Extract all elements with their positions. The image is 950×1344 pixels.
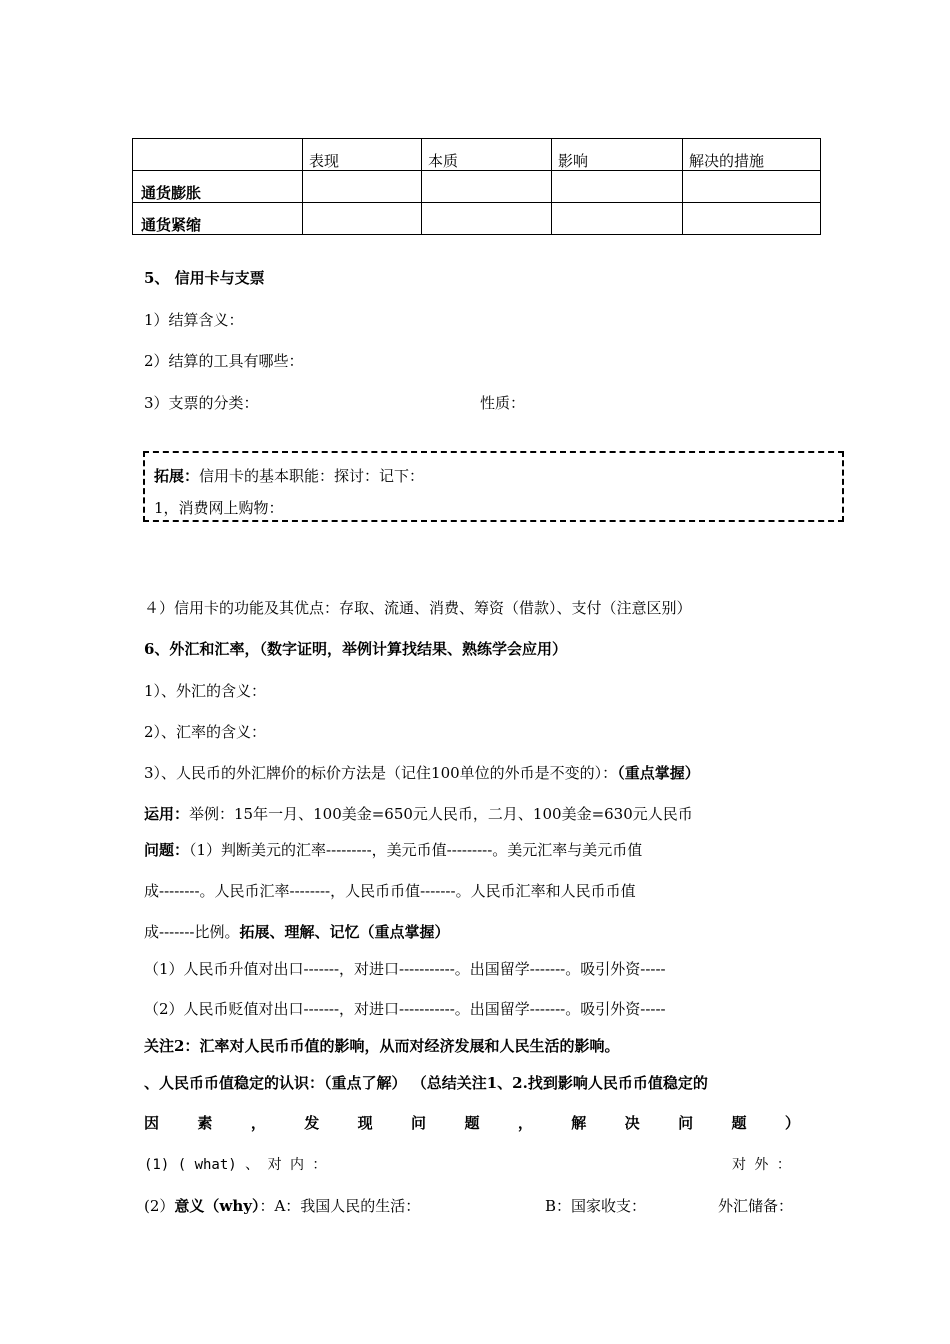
section5-q1: 1）结算含义：	[144, 311, 244, 329]
inflation-deflation-table	[132, 138, 821, 235]
table-header-cell	[133, 139, 303, 171]
spread-char: 决	[624, 1114, 640, 1132]
extension-line2: 1，消费网上购物：	[154, 499, 284, 517]
question-label: 问题：	[144, 841, 190, 859]
extension-line1	[154, 466, 424, 486]
depreciation-line: （2）人民币贬值对出口-------，对进口-----------。出国留学-------。吸引外资-----	[144, 1000, 666, 1018]
table-cell	[422, 171, 552, 203]
spread-char: 题	[464, 1114, 480, 1132]
section6-q2: 2）、汇率的含义：	[144, 723, 267, 741]
item4-credit-card-functions: ４）信用卡的功能及其优点：存取、流通、消费、筹资（借款）、支付（注意区别）	[144, 599, 692, 617]
spread-char: 素	[197, 1114, 213, 1132]
question-text-3: 成-------比例。	[144, 923, 240, 941]
table-header-row	[133, 139, 821, 171]
table-row	[133, 203, 821, 235]
question-emphasis-3: 拓展、理解、记忆（重点掌握）	[239, 923, 450, 941]
table-header-cell: 表现	[303, 139, 422, 171]
stability-p1: (1) ( what) 、 对 内 ：	[144, 1157, 327, 1173]
section6-q3	[144, 763, 700, 783]
row-label-inflation: 通货膨胀	[133, 171, 303, 203]
stability-p1-end: 对 外 ：	[732, 1157, 791, 1173]
table-row	[133, 171, 821, 203]
spread-char: 发	[304, 1114, 320, 1132]
section6-q1: 1）、外汇的含义：	[144, 682, 267, 700]
usage-text: 举例：15年一月、100美金=650元人民币，二月、100美金=630元人民币	[189, 805, 693, 823]
table-cell	[683, 171, 821, 203]
spread-char: 题	[731, 1114, 747, 1132]
spread-char: 现	[357, 1114, 373, 1132]
spread-char: 问	[678, 1114, 694, 1132]
spread-char: ）	[784, 1114, 800, 1132]
section5-q3-nature: 性质：	[480, 394, 526, 412]
stability-p2-c: 外汇储备：	[718, 1197, 794, 1215]
section6-title: 6、外汇和汇率，（数字证明，举例计算找结果、熟练学会应用）	[144, 640, 567, 658]
stability-title-continued	[144, 1113, 800, 1133]
stability-p2	[144, 1196, 420, 1216]
extension-label: 拓展：	[154, 467, 200, 485]
section5-title: 5、 信用卡与支票	[144, 269, 265, 287]
table-header-cell: 本质	[422, 139, 552, 171]
stability-p2-bold: 意义（why）	[174, 1197, 260, 1215]
spread-char: ，	[250, 1114, 266, 1132]
usage-line	[144, 804, 693, 824]
extension-line1-text: 信用卡的基本职能：探讨：记下：	[199, 467, 425, 485]
table-cell	[683, 203, 821, 235]
table-header-cell: 影响	[552, 139, 683, 171]
spread-char: 问	[411, 1114, 427, 1132]
table-cell	[303, 171, 422, 203]
section6-q3-emphasis: （重点掌握）	[617, 764, 700, 782]
row-label-deflation: 通货紧缩	[133, 203, 303, 235]
question-text-1: （1）判断美元的汇率---------，美元币值---------。美元汇率与美元币值	[189, 841, 643, 859]
section6-q3-text: 3）、人民币的外汇牌价的标价方法是（记住100单位的外币是不变的）：	[144, 764, 618, 782]
question-line-2: 成--------。人民币汇率--------，人民币币值-------。人民币汇率和人民币币值	[144, 882, 636, 900]
section5-q3: 3）支票的分类：	[144, 394, 259, 412]
stability-p2-b: B：国家收支：	[545, 1197, 647, 1215]
stability-p2-num: (2）	[144, 1197, 175, 1215]
usage-label: 运用：	[144, 805, 190, 823]
spread-char: 解	[571, 1114, 587, 1132]
note2: 关注2：汇率对人民币币值的影响，从而对经济发展和人民生活的影响。	[144, 1037, 620, 1055]
stability-title: 、人民币币值稳定的认识：（重点了解） （总结关注1、2.找到影响人民币币值稳定的	[144, 1074, 708, 1092]
appreciation-line: （1）人民币升值对出口-------，对进口-----------。出国留学-------。吸引外资-----	[144, 960, 666, 978]
table-cell	[552, 203, 683, 235]
question-line-1	[144, 840, 642, 860]
section5-q2: 2）结算的工具有哪些：	[144, 352, 304, 370]
spread-char: 因	[144, 1114, 160, 1132]
stability-p2-a: ：A：我国人民的生活：	[259, 1197, 421, 1215]
table-cell	[552, 171, 683, 203]
table-cell	[422, 203, 552, 235]
table-cell	[303, 203, 422, 235]
spread-char: ，	[517, 1114, 533, 1132]
table-header-cell: 解决的措施	[683, 139, 821, 171]
question-line-3	[144, 922, 450, 942]
